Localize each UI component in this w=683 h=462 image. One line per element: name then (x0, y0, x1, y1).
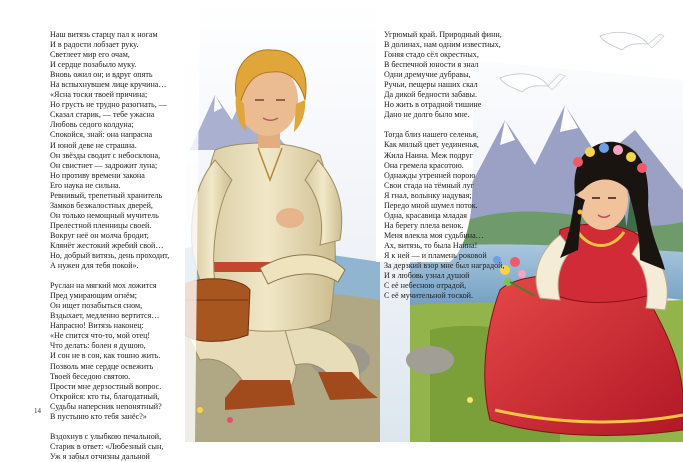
stanza-break (50, 271, 169, 281)
verse-line: Прелестной пленницы своей. (50, 220, 152, 230)
stanza-break (384, 120, 505, 130)
verse-line: Однажды утренней порою (384, 170, 476, 180)
verse-line: Сказал старик, — тебе ужасна (50, 110, 155, 120)
verse-line: Старик в ответ: «Любезный сын, (50, 441, 164, 451)
verse-line: А нужен для тебя покой». (50, 261, 139, 271)
verse-line: Свои стада на тёмный луг (384, 180, 474, 190)
verse-line: Да дикой бедности забавы. (384, 90, 477, 100)
verse-line: Меня влекла моя судьбина… (384, 230, 484, 240)
verse-line: Его наука не сильна. (50, 180, 121, 190)
verse-line: «Ясна тоски твоей причина; (50, 90, 148, 100)
text-column-left (50, 30, 169, 462)
verse-line: И сон не в сон, как тошно жить. (50, 351, 161, 361)
verse-line: Откройся: кто ты, благодатный, (50, 391, 160, 401)
verse-line: Наш витязь старцу пал к ногам (50, 30, 158, 39)
verse-line: Жила Наина. Меж подруг (384, 150, 473, 160)
verse-line: И сердце позабыло муку. (50, 60, 137, 70)
verse-line: Я к ней — и пламень роковой (384, 250, 487, 260)
verse-line: Он свистнет — задрожит луна; (50, 160, 158, 170)
verse-line: Ручьи, пещеры наших скал (384, 80, 478, 90)
verse-line: Замков безжалостных дверей, (50, 200, 153, 210)
verse-line: Гоняя стадо сёл окрестных, (384, 50, 479, 60)
verse-line: Но грусть не трудно разогнать, — (50, 100, 167, 110)
verse-line: На берегу плела венок. (384, 220, 464, 230)
verse-line: Одни дремучие дубравы, (384, 70, 471, 80)
verse-line: Руслан на мягкий мох ложится (50, 281, 157, 291)
verse-line: «Не спится что-то, мой отец! (50, 331, 151, 341)
verse-line: За дерзкий взор мне был наградой, (384, 261, 505, 271)
verse-line: И я любовь узнал душой (384, 271, 470, 281)
verse-line: На вспыхнувшем лице кручина… (50, 80, 167, 90)
verse-line: С её небесною отрадой, (384, 281, 467, 291)
verse-line: В беспечной юности я знал (384, 60, 479, 70)
verse-line: Угрюмый край. Природный финн, (384, 30, 502, 39)
verse-line: Пред умирающим огнём; (50, 291, 137, 301)
verse-line: Вновь ожил он; и вдруг опять (50, 70, 153, 80)
verse-line: Позволь мне сердце освежить (50, 361, 154, 371)
text-column-right (384, 30, 505, 301)
verse-line: Ревнивый, трепетный хранитель (50, 190, 163, 200)
verse-line: Прости мне дерзостный вопрос. (50, 381, 162, 391)
verse-line: Вздыхает, медленно вертится… (50, 311, 160, 321)
verse-line: Я гнал, волынку надувая; (384, 190, 472, 200)
page-number: 14 (34, 407, 41, 415)
verse-line: Напрасно! Витязь наконец: (50, 321, 144, 331)
verse-line: Он звёзды сводит с небосклона, (50, 150, 161, 160)
verse-line: Передо мной шумел поток. (384, 200, 478, 210)
verse-line: Он только немощный мучитель (50, 210, 159, 220)
verse-line: Но противу времени закона (50, 170, 145, 180)
verse-line: Светлеет мир его очам, (50, 50, 130, 60)
verse-line: Клянёт жестокий жребий свой… (50, 240, 164, 250)
verse-line: Вздохнув с улыбкою печальной, (50, 431, 162, 441)
verse-line: Судьбы наперсник непонятный? (50, 401, 162, 411)
verse-line: Дано не долго было мне. (384, 110, 470, 120)
verse-line: Но жить в отрадной тишине (384, 100, 482, 110)
verse-line: Уж я забыл отчизны дальной (50, 451, 150, 461)
verse-line: Любовь седого колдуна; (50, 120, 134, 130)
verse-line: Вокруг неё он молча бродит, (50, 230, 149, 240)
verse-line: И в радости лобзает руку. (50, 40, 139, 50)
stanza-break (50, 422, 169, 432)
verse-line: Одна, красавица младая (384, 210, 467, 220)
verse-line: Твоей беседою святою. (50, 371, 131, 381)
verse-line: С её мучительной тоской. (384, 291, 473, 301)
verse-line: В пустыню кто тебя занёс?» (50, 411, 147, 421)
verse-line: Но, добрый витязь, день проходит, (50, 251, 170, 261)
verse-line: Он ищет позабыться сном, (50, 301, 143, 311)
verse-line: Она гремела красотою. (384, 160, 464, 170)
verse-line: Тогда близ нашего селенья, (384, 130, 479, 140)
verse-line: В долинах, нам одним известных, (384, 40, 501, 50)
verse-line: И юной деве не страшна. (50, 140, 137, 150)
verse-line: Спокойся, знай: она напрасна (50, 130, 153, 140)
verse-line: Что делать: болен я душою, (50, 341, 146, 351)
verse-line: Как милый цвет уединенья, (384, 140, 479, 150)
verse-line: Ах, витязь, то была Наина! (384, 240, 478, 250)
